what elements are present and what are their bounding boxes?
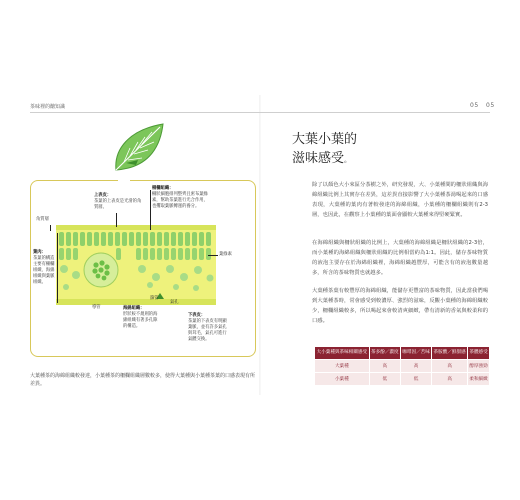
chlorophyll-leader: [208, 255, 218, 256]
palisade-leader: [150, 190, 151, 230]
lower-epidermis-desc: 茶葉的下表皮有明顯葉脈，並有許多氣孔與茸毛，氣孔可進行氣體交換。: [188, 319, 227, 342]
cuticle-leader: [50, 225, 51, 231]
table-row: [315, 373, 490, 386]
sponge-label: [123, 306, 161, 330]
table-header: 茶體感受: [468, 347, 490, 360]
table-cell: 小葉種: [315, 373, 370, 386]
sponge-title: 海綿組織：: [123, 306, 145, 311]
table-cell: 醇厚強勁: [468, 360, 490, 373]
cuticle-label: 角質層: [36, 217, 49, 222]
leaf-mesophyll-label: [33, 250, 57, 286]
upper-epidermis-title: 上表皮：: [94, 193, 112, 198]
section-title: [292, 130, 357, 170]
comparison-table: [314, 346, 490, 386]
figure-caption: 大葉種茶的海綿組織較發達，小葉種茶的柵欄組織層數較多，使得大葉種與小葉種茶葉的口感表現有所差異。: [30, 373, 256, 387]
table-cell: 高: [432, 360, 468, 373]
sponge-desc: 形狀較不規則的海綿組織有著多孔隙的構造。: [123, 312, 158, 329]
chlorophyll-label: 葉綠素: [219, 252, 232, 257]
palisade-label: [152, 186, 212, 210]
palisade-desc: 柵狀細胞排列整齊且密布葉綠素，幫助茶葉進行光合作用，也攫取葉脈轉運的養分。: [152, 192, 208, 209]
table-cell: 柔和細緻: [468, 373, 490, 386]
paragraph-2: 在海綿組織與柵狀組織的比例上，大葉種的海綿組織是柵狀組織的2-3倍，而小葉種的海綿組織與柵狀組織的比例相當約為1:1。因此，儲存茶味物質的液泡主要存在於海綿組織裡，海綿組織越豐厚，可能含有的液泡數量越多，所含的茶味物質也就越多。: [312, 240, 488, 276]
table-cell: 高: [432, 373, 468, 386]
table-cell: 大葉種: [315, 360, 370, 373]
table-header: 大小葉種與茶味相關感受: [315, 347, 370, 360]
table-cell: 高: [369, 360, 400, 373]
upper-epidermis-desc: 茶葉的上表皮是光滑的角質層。: [94, 199, 142, 210]
table-cell: 高: [400, 360, 431, 373]
lower-epidermis-title: 下表皮：: [188, 313, 206, 318]
upper-epidermis-label: [94, 193, 142, 211]
table-header-row: [315, 347, 490, 360]
title-mark: 。: [344, 156, 352, 164]
palisade-title: 柵欄組織：: [152, 186, 174, 191]
table-cell: 低: [400, 373, 431, 386]
mesophyll-title: 葉肉：: [33, 250, 46, 255]
mesophyll-desc: 茶葉的構造主要有柵欄組織、海綿組織與葉脈組織。: [33, 256, 55, 285]
xylem-label: 導管: [92, 305, 101, 310]
header-rule: [30, 112, 490, 113]
folio-left: 05: [470, 102, 479, 109]
title-line-1: 大葉小葉的: [292, 132, 358, 147]
book-gutter: [259, 95, 261, 395]
title-line-2: [292, 149, 357, 170]
paragraph-1: 除了以顏色大小來區分茶樹之外，研究發現，大、小葉種間的柵狀組織與海綿組織比例上其實存在差異，這差異直接影響了大小葉種茶湯喝起來的口感表現，大葉種的葉肉有著較發達的海綿組織，小葉種的柵欄組織則有2-3層，也因此，在觀察上小葉種的葉面會顯較大葉種來得堅硬緊實。: [312, 182, 488, 218]
table-row: [315, 360, 490, 373]
table-cell: 低: [369, 373, 400, 386]
table-header: 茶胺酸／鮮甜感: [432, 347, 468, 360]
mesophyll-bracket: [57, 233, 58, 303]
title-line-2-text: 滋味感受: [292, 151, 345, 166]
folio-right: 05: [486, 102, 495, 109]
leaf-cross-section: [56, 225, 216, 305]
upper-epidermis-leader: [116, 213, 117, 227]
tea-leaf-illustration: [108, 120, 168, 180]
stoma-label: 氣孔: [170, 300, 179, 305]
running-head: 茶味裡的醣知識: [30, 104, 66, 110]
phloem-label: 篩管: [150, 296, 159, 301]
table-header: 茶多酚／濃度: [369, 347, 400, 360]
paragraph-3: 大葉種茶葉有較豐厚的海綿組織，能儲存更豐富的茶味物質，因此當我們喝到大葉種茶時，常會感受到較濃厚、強烈的滋味，反觀小葉種的海綿組織較少，柵欄組織較多，所以喝起來會較清爽細緻，帶有清新的香氣與較柔和的口感。: [312, 288, 488, 324]
lower-epidermis-label: [188, 313, 228, 343]
table-header: 咖啡因／苦味: [400, 347, 431, 360]
frame-notch: [118, 176, 130, 184]
